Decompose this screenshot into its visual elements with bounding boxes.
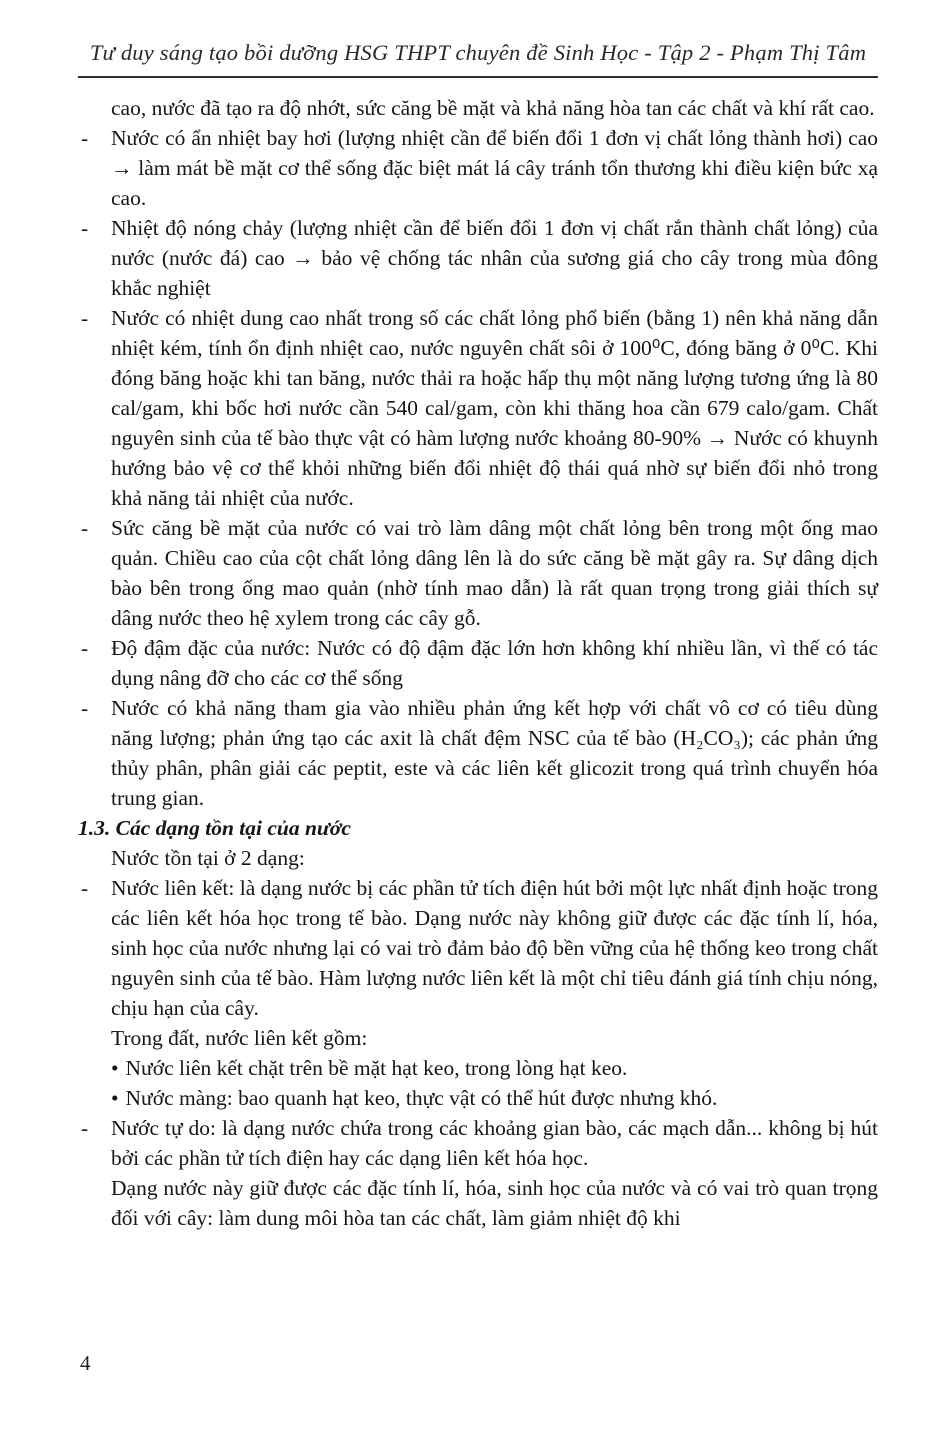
running-header-title: Tư duy sáng tạo bồi dưỡng HSG THPT chuyên đề Sinh Học - Tập 2 - Phạm Thị Tâm [78,40,878,78]
list-item [78,693,878,813]
list-item [78,1113,878,1173]
section-heading: 1.3. Các dạng tồn tại của nước [78,816,351,840]
dash-marker: - [81,126,89,150]
page-number: 4 [80,1351,91,1375]
bullet-item-text: Nước liên kết chặt trên bề mặt hạt keo, trong lòng hạt keo. [125,1056,628,1080]
dash-marker: - [81,306,89,330]
paragraph [78,1023,878,1053]
bullet-item-text: Nước màng: bao quanh hạt keo, thực vật có thể hút được nhưng khó. [125,1086,718,1110]
paragraph-text: Nước tồn tại ở 2 dạng: [111,846,305,870]
dash-marker: - [81,876,89,900]
list-item-text: Độ đậm đặc của nước: Nước có độ đậm đặc lớn hơn không khí nhiều lần, vì thế có tác dụng nâng đỡ cho các cơ thể sống [111,636,878,690]
dash-marker: - [81,1116,89,1140]
list-item [78,513,878,633]
dash-marker: - [81,636,89,660]
page-body [78,93,878,1233]
list-item-text: Nước có khả năng tham gia vào nhiều phản ứng kết hợp với chất vô cơ có tiêu dùng năng lượng; phản ứng tạo các axit là chất đệm NSC của tế bào (H₂CO₃); các phản ứng thủy phân, phân giải các peptit, este và các liên kết glicozit trong quá trình chuyển hóa trung gian. [111,696,878,810]
paragraph-text: Trong đất, nước liên kết gồm: [111,1026,368,1050]
paragraph [78,1173,878,1233]
bullet-marker: • [111,1056,119,1080]
paragraph-text: cao, nước đã tạo ra độ nhớt, sức căng bề mặt và khả năng hòa tan các chất và khí rất cao. [111,96,875,120]
list-item [78,633,878,693]
list-item [78,213,878,303]
list-item-text: Nước có nhiệt dung cao nhất trong số các chất lỏng phổ biến (bằng 1) nên khả năng dẫn nhiệt kém, tính ổn định nhiệt cao, nước nguyên chất sôi ở 100⁰C, đóng băng ở 0⁰C. Khi đóng băng hoặc khi tan băng, nước thải ra hoặc hấp thụ một năng lượng tương ứng là 80 cal/gam, khi bốc hơi nước cần 540 cal/gam, còn khi thăng hoa cần 679 calo/gam. Chất nguyên sinh của tế bào thực vật có hàm lượng nước khoảng 80-90% → Nước có khuynh hướng bảo vệ cơ thể khỏi những biến đổi nhiệt độ thái quá nhờ sự biến đổi nhỏ trong khả năng tải nhiệt của nước. [111,306,878,510]
bullet-item [78,1053,878,1083]
list-item-text: Nhiệt độ nóng chảy (lượng nhiệt cần để biến đổi 1 đơn vị chất rắn thành chất lỏng) của nước (nước đá) cao → bảo vệ chống tác nhân của sương giá cho cây trong mùa đông khắc nghiệt [111,216,878,300]
list-item-text: Sức căng bề mặt của nước có vai trò làm dâng một chất lỏng bên trong một ống mao quản. Chiều cao của cột chất lỏng dâng lên là do sức căng bề mặt gây ra. Sự dâng dịch bào bên trong ống mao quản (nhờ tính mao dẫn) là rất quan trọng trong giải thích sự dâng nước theo hệ xylem trong các cây gỗ. [111,516,878,630]
list-item [78,303,878,513]
list-item [78,123,878,213]
bullet-marker: • [111,1086,119,1110]
list-item-text: Nước tự do: là dạng nước chứa trong các khoảng gian bào, các mạch dẫn... không bị hút bởi các phần tử tích điện hay các dạng liên kết hóa học. [111,1116,878,1170]
dash-marker: - [81,216,89,240]
list-item [78,873,878,1023]
list-item-text: Nước liên kết: là dạng nước bị các phần tử tích điện hút bởi một lực nhất định hoặc trong các liên kết hóa học trong tế bào. Dạng nước này không giữ được các đặc tính lí, hóa, sinh học của nước nhưng lại có vai trò đảm bảo độ bền vững của hệ thống keo trong chất nguyên sinh của tế bào. Hàm lượng nước liên kết là một chỉ tiêu đánh giá tính chịu nóng, chịu hạn của cây. [111,876,878,1020]
paragraph [78,843,878,873]
bullet-item [78,1083,878,1113]
list-item-text: Nước có ẩn nhiệt bay hơi (lượng nhiệt cần để biến đổi 1 đơn vị chất lỏng thành hơi) cao → làm mát bề mặt cơ thể sống đặc biệt mát lá cây tránh tổn thương khi điều kiện bức xạ cao. [111,126,878,210]
dash-marker: - [81,516,89,540]
paragraph [78,93,878,123]
paragraph-text: Dạng nước này giữ được các đặc tính lí, hóa, sinh học của nước và có vai trò quan trọng đối với cây: làm dung môi hòa tan các chất, làm giảm nhiệt độ khi [111,1176,878,1230]
dash-marker: - [81,696,89,720]
